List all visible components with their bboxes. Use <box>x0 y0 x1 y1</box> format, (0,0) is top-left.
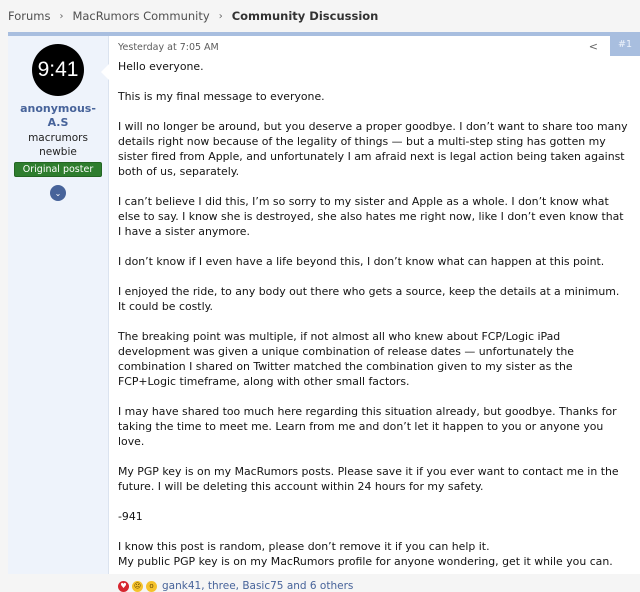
avatar[interactable]: 9:41 <box>32 44 84 96</box>
user-title: macrumors newbie <box>28 132 88 158</box>
post-arrow <box>101 64 109 80</box>
chevron-right-icon: › <box>218 10 223 22</box>
breadcrumb-community-discussion[interactable]: Community Discussion <box>231 9 379 23</box>
post-paragraph: My PGP key is on my MacRumors posts. Please save it if you ever want to contact me in the future. I will be deleting this account within 24 hours for my safety. <box>118 465 619 493</box>
post-paragraph: I may have shared too much here regarding this situation already, but goodbye. Thanks for taking the time to meet me. Learn from me and don’t let it happen to you or anyone you love. <box>118 405 617 448</box>
forum-post <box>8 32 640 592</box>
post-paragraph: -941 <box>118 510 143 523</box>
sad-face-icon[interactable]: ☹ <box>133 582 142 590</box>
heart-icon[interactable]: ♥ <box>118 581 129 592</box>
post-actions <box>589 36 640 56</box>
post-paragraph: I will no longer be around, but you deserve a proper goodbye. I don’t want to share too many details right now because of the legality of things — but a multi-step sting has gotten my sister fired from Apple, and unfortunately I am afraid next is legal action being taken against both of us, separately. <box>118 120 628 178</box>
post-number-link[interactable]: #1 <box>610 36 640 56</box>
post-paragraph-closing: I know this post is random, please don’t remove it if you can help it. My public PGP key is on my MacRumors profile for anyone wondering, get it while you can. <box>118 540 613 568</box>
post-paragraph: Hello everyone. <box>118 60 204 73</box>
breadcrumb-forums[interactable]: Forums <box>8 9 51 23</box>
post-timestamp[interactable]: Yesterday at 7:05 AM <box>118 42 219 53</box>
chevron-right-icon: › <box>59 10 64 22</box>
share-icon[interactable]: < <box>588 39 598 53</box>
post-paragraph: I don’t know if I even have a life beyond this, I don’t know what can happen at this point. <box>118 255 605 268</box>
username-link[interactable]: anonymous- A.S <box>20 102 96 129</box>
reactions-bar <box>118 580 630 592</box>
post-body <box>118 59 630 569</box>
chevron-down-icon: ⌄ <box>54 188 62 198</box>
expand-user-info-button[interactable] <box>50 185 66 201</box>
post-paragraph: I enjoyed the ride, to any body out there who gets a source, keep the details at a minimum. It could be costly. <box>118 285 620 313</box>
post-content <box>109 36 640 592</box>
user-panel <box>8 36 109 574</box>
post-paragraph: This is my final message to everyone. <box>118 90 325 103</box>
breadcrumb <box>0 0 640 32</box>
reaction-users-link[interactable]: gank41, three, Basic75 and 6 others <box>162 580 354 592</box>
breadcrumb-macrumors-community[interactable]: MacRumors Community <box>72 9 210 23</box>
original-poster-badge: Original poster <box>14 162 102 177</box>
post-paragraph: The breaking point was multiple, if not almost all who knew about FCP/Logic iPad development was given a unique combination of release dates — unfortunately the combination I shared on Twitter matched the combination given to my sister as the FCP+Logic timeframe, along with other small factors. <box>118 330 574 388</box>
post-paragraph: I can’t believe I did this, I’m so sorry to my sister and Apple as a whole. I don’t know what else to say. I know she is destroyed, she also hates me right now, like I don’t even know that I have a sister anymore. <box>118 195 624 238</box>
wow-face-icon[interactable]: o <box>146 581 157 592</box>
